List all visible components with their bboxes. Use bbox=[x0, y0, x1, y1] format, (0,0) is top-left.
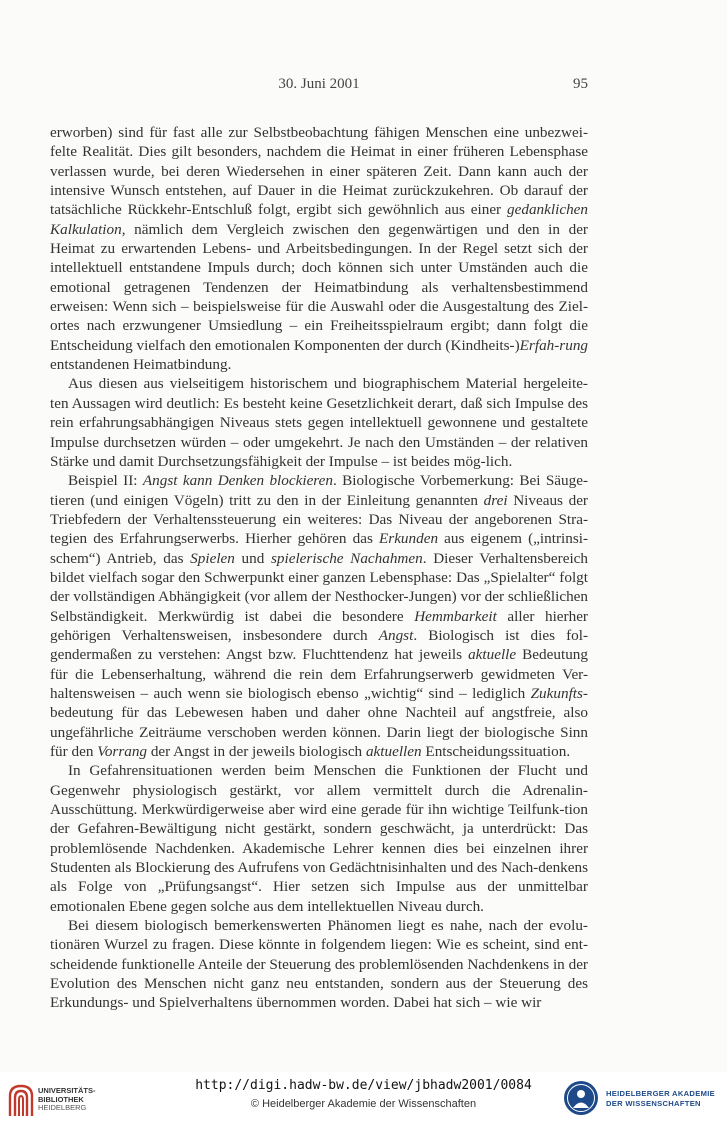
ub-line-1: UNIVERSITÄTS- bbox=[38, 1086, 96, 1095]
text-run: Aus diesen aus vielseitigem historischem und biographischem Material hergeleite-ten Aussagen wird deutlich: Es besteht keine Gesetzlichkeit derart, daß sich Impulse des rein erfahrungsabhängigen Niveaus stets gegen intellektuell gewonnene und gestaltete Impulse durchsetzen würden – oder umgekehrt. Je nach den Umständen – der relativen Stärke und damit Durchsetzungsfähigkeit der Impulse – ist beides mög-lich. bbox=[50, 375, 588, 470]
paragraph bbox=[50, 761, 588, 916]
permalink-url[interactable]: http://digi.hadw-bw.de/view/jbhadw2001/0084 bbox=[195, 1078, 532, 1093]
ub-line-2: BIBLIOTHEK bbox=[38, 1094, 84, 1104]
paragraph bbox=[50, 374, 588, 471]
emphasized-text: aktuelle bbox=[468, 646, 517, 664]
text-run: Niveaus der Triebfedern der Verhaltenssteuerung ein weiteres: Das Niveau der angeborenen Stra-tegien des Erfahrungserwerbs. Hierher gehören das bbox=[50, 491, 588, 548]
page-number: 95 bbox=[573, 76, 588, 92]
paragraph bbox=[50, 916, 588, 1013]
emphasized-text: aktuellen bbox=[365, 743, 422, 760]
body-text bbox=[50, 123, 588, 1013]
paragraph bbox=[50, 123, 588, 374]
academy-logo[interactable] bbox=[562, 1079, 722, 1119]
running-head-date: 30. Juni 2001 bbox=[278, 76, 360, 92]
emphasized-text: Erkunden bbox=[379, 530, 439, 548]
emphasized-text: Spielen bbox=[190, 549, 235, 567]
running-head bbox=[50, 76, 588, 96]
text-run: bedeutung für das Lebewesen haben und daher ohne Nachteil auf angstfreie, also ungefährliche Zeiträume verschoben werden können. Darin liegt der biologische Sinn für den bbox=[50, 704, 588, 760]
emphasized-text: Vorrang bbox=[97, 743, 148, 760]
academy-wordmark bbox=[606, 1089, 715, 1109]
copyright-notice: © Heidelberger Akademie der Wissenschaften bbox=[250, 1098, 477, 1110]
text-run: und bbox=[234, 549, 271, 567]
footer-bar bbox=[0, 1072, 727, 1125]
emphasized-text: Hemmbarkeit bbox=[414, 607, 497, 625]
emphasized-text: Angst kann Denken blockieren bbox=[142, 472, 333, 490]
emphasized-text: Angst bbox=[378, 626, 414, 644]
text-run: Bei diesem biologisch bemerkenswerten Phänomen liegt es nahe, nach der evolu-tionären Wurzel zu fragen. Diese könnte in folgendem liegen: Wie es scheint, sind ent-scheidende funktionelle Anteile der Steuerung des problemlösenden Nachdenkens in der Evolution des Menschen nicht ganz neu entstanden, sondern aus der Steuerung des Erkundungs- und Spielverhaltens übernommen worden. Dabei hat sich – wie wir bbox=[50, 917, 588, 1012]
text-run: erworben) sind für fast alle zur Selbstbeobachtung fähigen Menschen eine unbezwei-felte Realität. Dies gilt besonders, nachdem die Heimat in einer früheren Lebensphase verlassen wurde, bei deren Wiedersehen in einer späteren Zeit. Dann kann auch der intensive Wunsch entstehen, auf Dauer in die Heimat zurückzukehren. Ob darauf der tatsächliche Rückkehr-Entschluß folgt, ergibt sich gewöhnlich aus einer bbox=[50, 124, 588, 219]
text-run: . Biologisch ist dies fol-gendermaßen zu verstehen: Angst bzw. Fluchttendenz hat jeweils bbox=[50, 626, 588, 664]
text-run: Bedeutung für die Lebenserhaltung, während die rein dem Erfahrungserwerb gewidmeten Ver-haltensweisen – auch wenn sie biologisch ebenso „wichtig“ sind – lediglich bbox=[50, 646, 588, 702]
text-run: . Biologische Vorbemerkung: Bei Säuge-tieren (und einigen Vögeln) tritt zu den in der Einleitung genannten bbox=[50, 472, 589, 509]
text-run: der Angst in der jeweils biologisch bbox=[147, 743, 366, 760]
academy-line-1: HEIDELBERGER AKADEMIE bbox=[606, 1089, 715, 1098]
emphasized-text: gedanklichen Kalkulation bbox=[50, 201, 588, 238]
academy-seal-icon bbox=[562, 1079, 600, 1117]
text-run: , nämlich dem Vergleich zwischen den gegenwärtigen und den in der Heimat zu erwartenden Lebens- und Arbeitsbedingungen. In der Regel setzt sich der intellektuell entstandene Impuls durch; doch können sich unter Umständen auch die emotional getragenen Tendenzen der Heimatbindung als verhaltensbestimmend erweisen: Wenn sich – beispielsweise für die Auswahl oder die Ausgestaltung des Ziel-ortes nach erzwungener Umsiedlung – ein Freiheitsspielraum ergibt; dann folgt die Entscheidung vielfach den emotionalen Komponenten der durch (Kindheits-) bbox=[50, 220, 588, 354]
text-run: aus eigenem („intrinsi-schem“) Antrieb, das bbox=[50, 530, 589, 567]
emphasized-text: drei bbox=[483, 491, 508, 509]
emphasized-text: spielerische Nachahmen bbox=[270, 549, 423, 567]
text-run: aller hierher gehörigen Verhaltensweisen, insbesondere durch bbox=[50, 607, 588, 644]
text-run: Beispiel II: bbox=[68, 472, 143, 490]
text-run: In Gefahrensituationen werden beim Menschen die Funktionen der Flucht und Gegenwehr physiologisch gestärkt, vor allem vermittelt durch die Adrenalin-Ausschüttung. Merkwürdigerweise aber wird eine gerade für ihn wichtige Teilfunk-tion der Gefahren-Bewältigung nicht gestärkt, sondern geschwächt, ja unterdrückt: Das problemlösende Nachdenken. Akademische Lehrer kennen dies bei einzelnen ihrer Studenten als Blockierung des Aufrufens von Gedächtnisinhalten und des Nach-denkens als Folge von „Prüfungsangst“. Hier setzen sich Impulse aus der unmittelbar emotionalen Ebene gegen solche aus dem intellektuellen Niveau durch. bbox=[50, 762, 588, 915]
text-run: Entscheidungssituation. bbox=[421, 743, 571, 760]
text-run: entstandenen Heimatbindung. bbox=[50, 356, 232, 374]
emphasized-text: Erfah-rung bbox=[519, 336, 588, 354]
emphasized-text: Zukunfts- bbox=[530, 684, 588, 702]
ub-line-3: HEIDELBERG bbox=[38, 1103, 87, 1112]
paragraph bbox=[50, 471, 588, 761]
academy-line-2: DER WISSENSCHAFTEN bbox=[606, 1099, 701, 1108]
text-run: . Dieser Verhaltensbereich bildet vielfach sogar den Schwerpunkt einer ganzen Lebensphase: Das „Spielalter“ folgt der vollständigen Abhängigkeit (vor allem der Nesthocker-Jungen) vor der schließlichen Selbständigkeit. Merkwürdig ist dabei die besondere bbox=[50, 549, 588, 625]
